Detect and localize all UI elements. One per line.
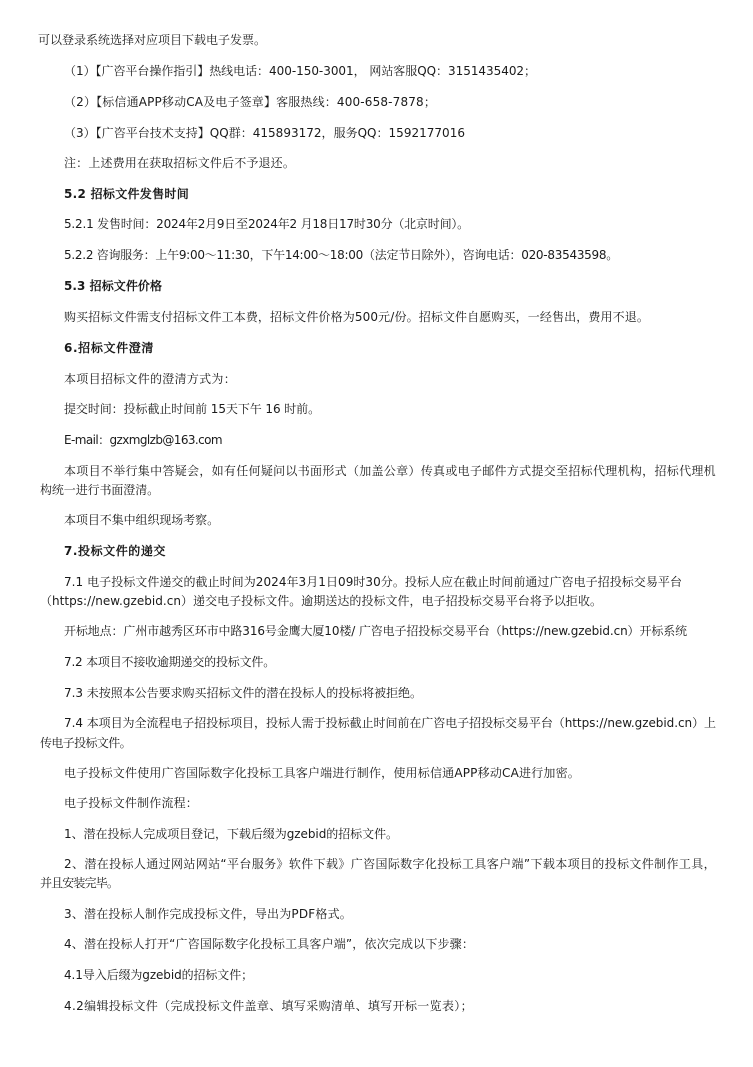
text-line: 提交时间：投标截止时间前 15天下午 16 时前。 xyxy=(64,402,321,416)
text-line: （2）【标信通APP移动CA及电子签章】客服热线：400-658-7878； xyxy=(64,95,436,109)
text-line: 4.1导入后缀为gzebid的招标文件； xyxy=(64,968,253,982)
text-line: 7.3 未按照本公告要求购买招标文件的潜在投标人的投标将被拒绝。 xyxy=(64,686,422,700)
text-line: 4、潜在投标人打开“广咨国际数字化投标工具客户端”，依次完成以下步骤： xyxy=(64,937,474,951)
text-line: （https://new.gzebid.cn）递交电子投标文件。逾期送达的投标文件，电子招投标交易平台将予以拒收。 xyxy=(40,594,602,608)
text-line: 3、潜在投标人制作完成投标文件，导出为PDF格式。 xyxy=(64,907,352,921)
text-line: 7.2 本项目不接收逾期递交的投标文件。 xyxy=(64,655,275,669)
text-line: 2、潜在投标人通过网站网站“平台服务》软件下载》广咨国际数字化投标工具客户端”下载本项目的投标文件制作工具， xyxy=(64,857,716,871)
text-line: 传电子投标文件。 xyxy=(40,736,131,750)
text-line: 并且安装完毕。 xyxy=(40,876,118,890)
text-line: 5.2.1 发售时间：2024年2月9日至2024年2 月18日17时30分（北京时间）。 xyxy=(64,217,469,231)
text-line: 本项目不集中组织现场考察。 xyxy=(64,513,219,527)
text-line: 购买招标文件需支付招标文件工本费，招标文件价格为500元/份。招标文件自愿购买，一经售出，费用不退。 xyxy=(64,310,649,324)
text-line: 7.4 本项目为全流程电子招投标项目，投标人需于投标截止时间前在广咨电子招投标交易平台（https://new.gzebid.cn）上 xyxy=(64,716,716,730)
text-line: 开标地点：广州市越秀区环市中路316号金鹰大厦10楼/ 广咨电子招投标交易平台（https://new.gzebid.cn）开标系统 xyxy=(64,624,687,638)
section-heading: 6.招标文件澄清 xyxy=(64,341,154,355)
text-line: （1）【广咨平台操作指引】热线电话：400-150-3001， 网站客服QQ：3151435402； xyxy=(64,64,536,78)
text-line: 本项目不举行集中答疑会，如有任何疑问以书面形式（加盖公章）传真或电子邮件方式提交至招标代理机构，招标代理机 xyxy=(64,464,716,478)
text-line: 本项目招标文件的澄清方式为： xyxy=(64,372,236,386)
text-line: 电子投标文件制作流程： xyxy=(64,796,198,810)
text-line: 5.2.2 咨询服务：上午9:00～11:30，下午14:00～18:00（法定节日除外），咨询电话：020-83543598。 xyxy=(64,248,618,262)
section-heading: 5.2 招标文件发售时间 xyxy=(64,187,189,201)
text-line: 4.2编辑投标文件（完成投标文件盖章、填写采购清单、填写开标一览表）； xyxy=(64,999,473,1013)
text-line: （3）【广咨平台技术支持】QQ群：415893172，服务QQ：1592177016 xyxy=(64,126,465,140)
text-line: E-mail：gzxmglzb@163.com xyxy=(64,433,222,447)
section-heading: 5.3 招标文件价格 xyxy=(64,279,162,293)
text-line: 构统一进行书面澄清。 xyxy=(40,483,159,497)
text-line: 电子投标文件使用广咨国际数字化投标工具客户端进行制作，使用标信通APP移动CA进行加密。 xyxy=(64,766,580,780)
section-heading: 7.投标文件的递交 xyxy=(64,544,166,558)
text-line: 可以登录系统选择对应项目下载电子发票。 xyxy=(38,33,267,47)
text-line: 注：上述费用在获取招标文件后不予退还。 xyxy=(64,156,295,170)
text-line: 7.1 电子投标文件递交的截止时间为2024年3月1日09时30分。投标人应在截止时间前通过广咨电子招投标交易平台 xyxy=(64,575,682,589)
text-line: 1、潜在投标人完成项目登记，下载后缀为gzebid的招标文件。 xyxy=(64,827,398,841)
